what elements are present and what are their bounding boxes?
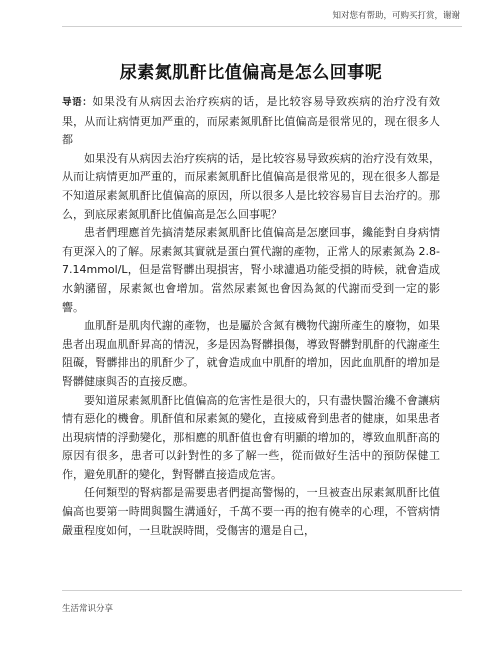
header-divider — [62, 26, 462, 27]
footer-note: 生活常识分享 — [62, 604, 114, 614]
lead-text: 如果没有从病因去治疗疾病的话，是比较容易导致疾病的治疗没有效果，从而让病情更加严重的，而尿素氮肌酐比值偏高是很常见的，现在很多人都 — [62, 95, 440, 147]
body-paragraph: 血肌酐是肌肉代謝的產物，也是屬於含氮有機物代謝所產生的廢物，如果患者出現血肌酐昇高的情況，多是因為腎髒損傷，導致腎髒對肌酐的代謝產生阻礙，腎髒排出的肌酐少了，就會造成血中肌酐的增加，因此血肌酐的增加是腎髒健康與否的直接反應。 — [62, 319, 440, 388]
page-title: 尿素氮肌酐比值偏高是怎么回事呢 — [119, 63, 383, 83]
footer-divider — [62, 590, 462, 591]
lead-label: 导语： — [62, 97, 93, 108]
body-paragraph: 患者們理應首先搞清楚尿素氮肌酐比值偏高是怎麼回事，纔能對自身病情有更深入的了解。尿素氮其實就是蛋白質代謝的產物，正常人的尿素氮為 2.8-7.14mmol/L，但是當腎髒出現損害，腎小球濾過功能受損的時候，就會造成水鈉瀦留，尿素氮也會增加。當然尿素氮也會因為氮的代謝而受到一定的影響。 — [62, 226, 440, 314]
lead-paragraph — [62, 93, 440, 150]
body-paragraph: 要知道尿素氮肌酐比值偏高的危害性是很大的，只有盡快醫治纔不會讓病情有惡化的機會。肌酐值和尿素氮的變化，直接威脅到患者的健康，如果患者出現病情的浮動變化，那相應的肌酐值也會有明顯的增加的，導致血肌酐高的原因有很多，患者可以針對性的多了解一些，從而做好生活中的預防保健工作，避免肌酐的變化，對腎髒直接造成危害。 — [62, 393, 440, 481]
article-body — [62, 93, 440, 540]
body-paragraph: 如果没有从病因去治疗疾病的话，是比较容易导致疾病的治疗没有效果，从而让病情更加严重的，而尿素氮肌酐比值偏高是很常见的，现在很多人都是不知道尿素氮肌酐比值偏高的原因，所以很多人是比较容易盲目去治疗的。那么，到底尿素氮肌酐比值偏高是怎么回事呢？ — [62, 151, 440, 221]
header-note: 知对您有帮助，可购买打赏，谢谢 — [332, 11, 460, 21]
body-paragraph: 任何類型的腎病都是需要患者們提高警惕的，一旦被查出尿素氮肌酐比值偏高也要第一時間與醫生溝通好，千萬不要一再的抱有僥幸的心理，不管病情嚴重程度如何，一旦耽誤時間，受傷害的還是自己， — [62, 486, 440, 537]
